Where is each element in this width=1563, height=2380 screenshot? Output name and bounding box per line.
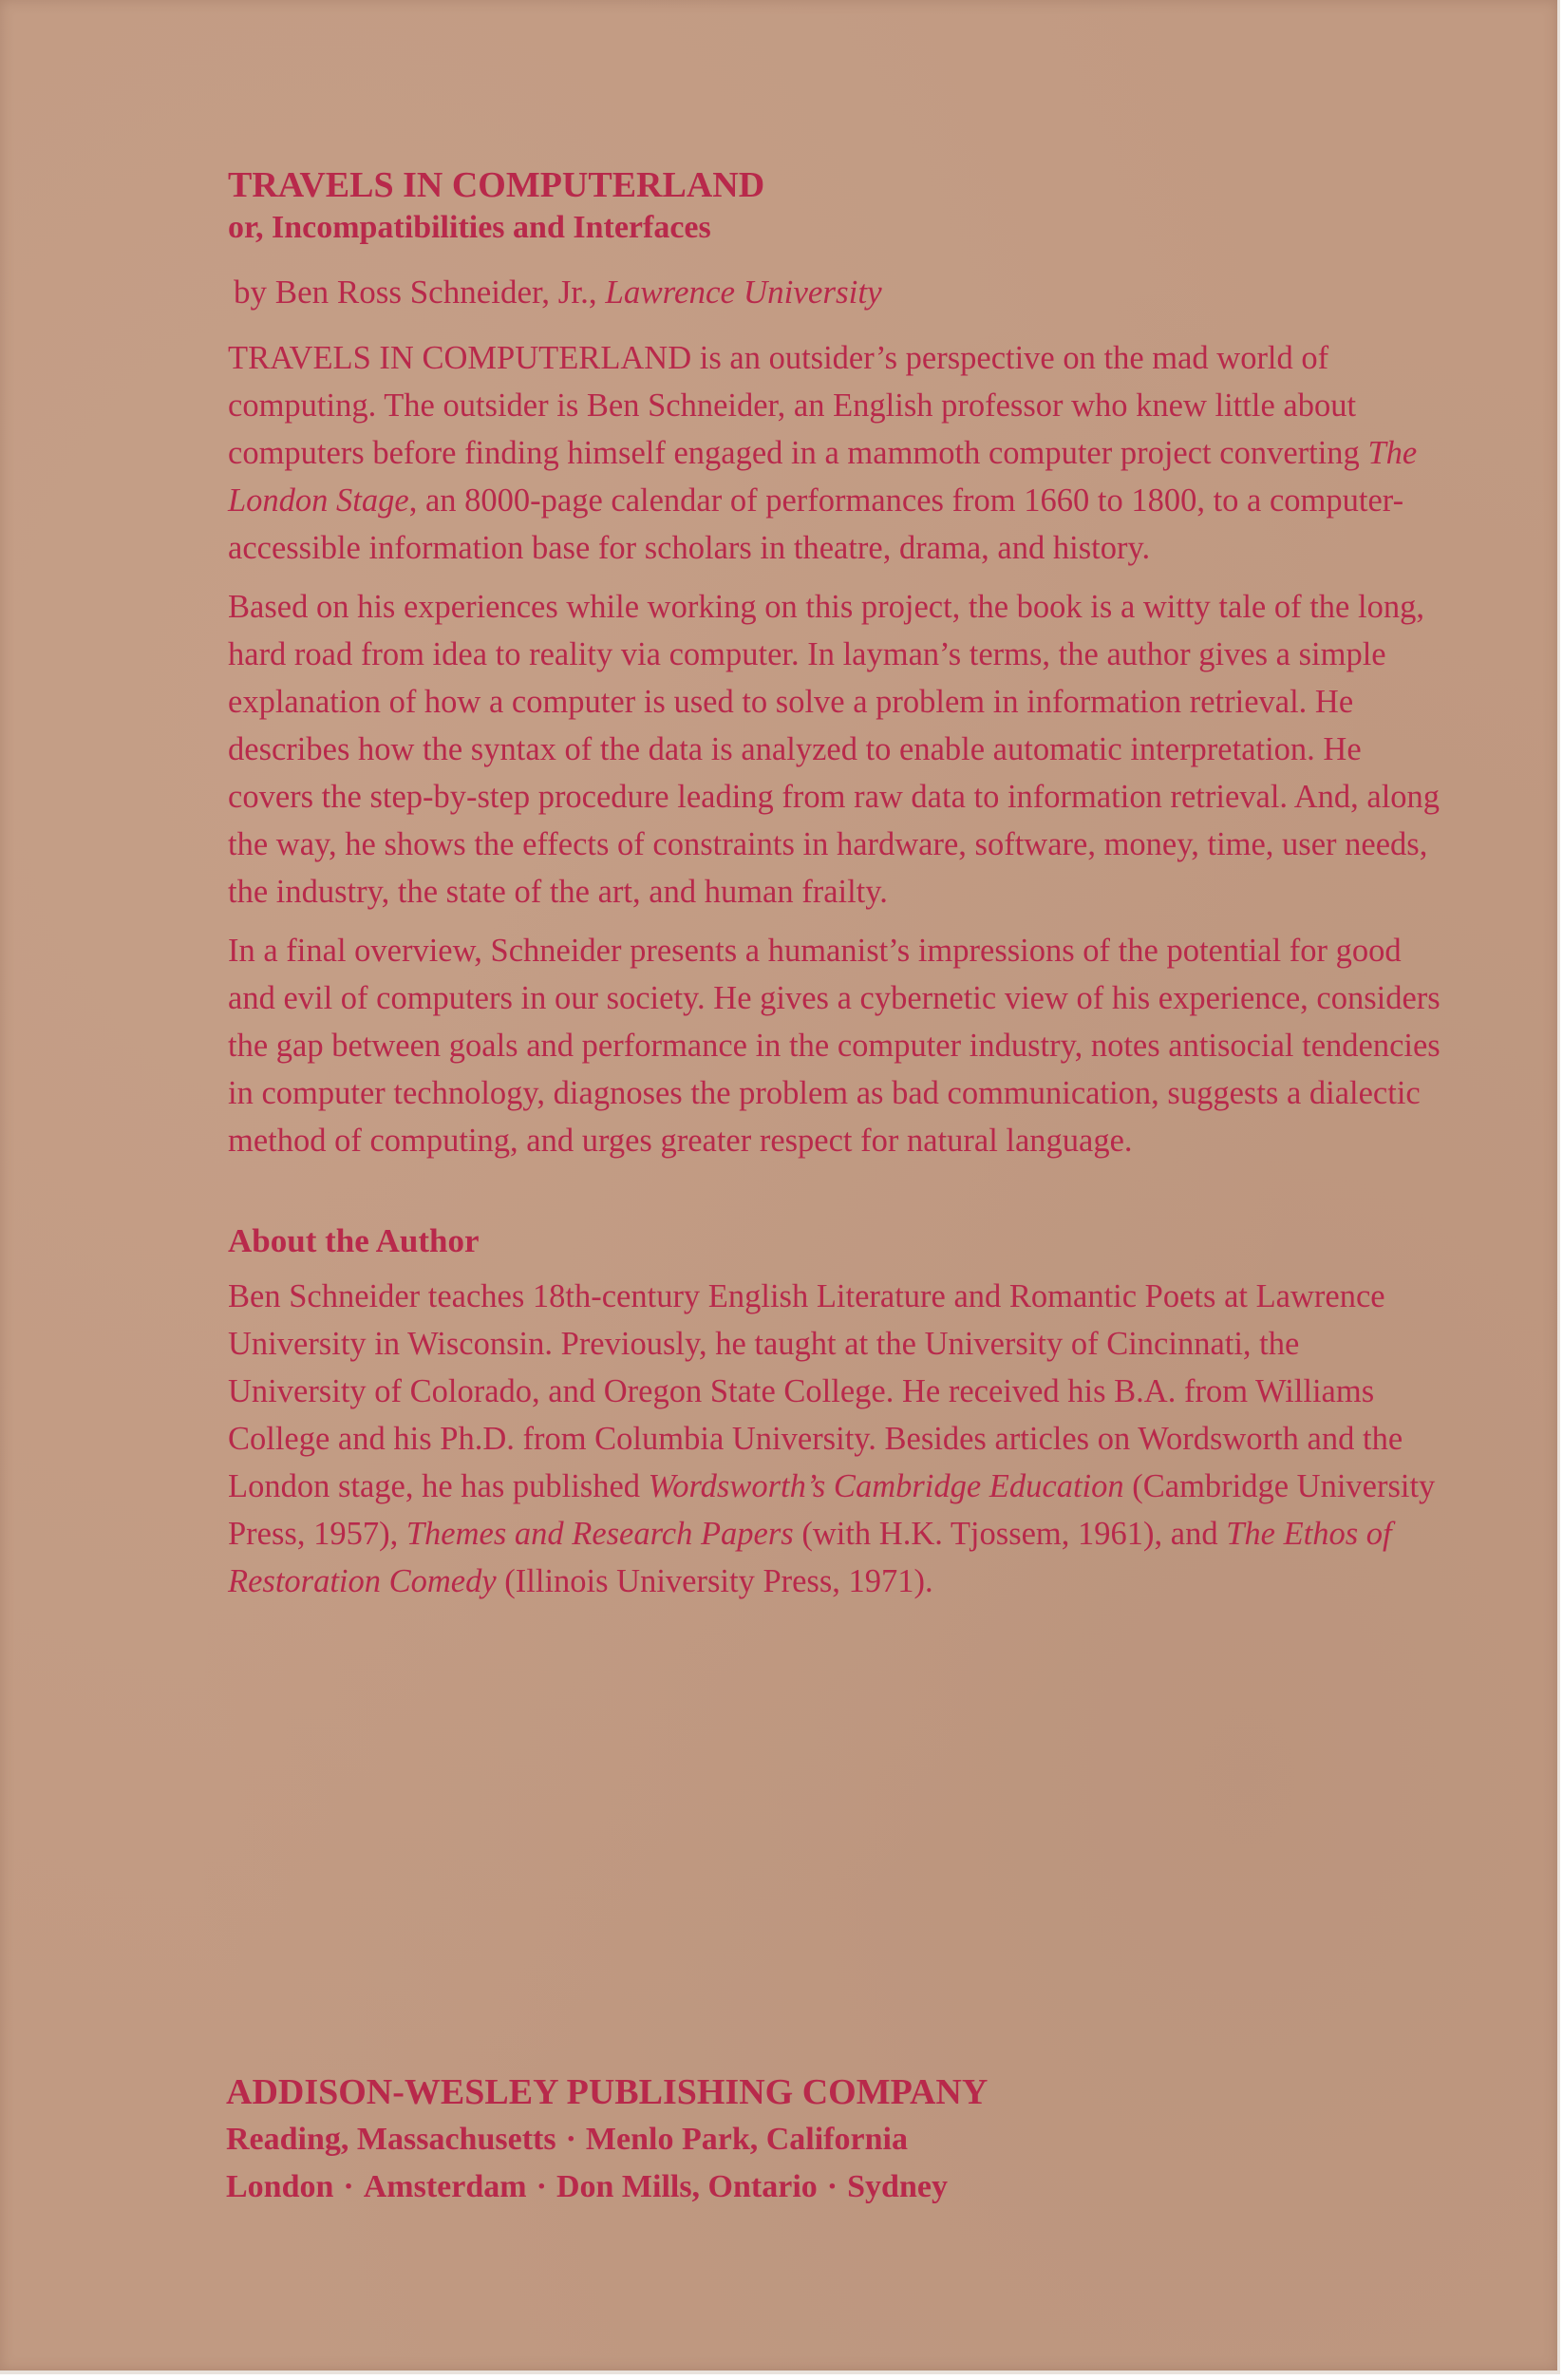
blurb-text: TRAVELS IN COMPUTERLAND is an outsider’s perspective on the mad world of computing. The outsider is Ben Schneider, an English professor who knew little about computers before finding himself engaged in a mammoth computer project converting [228, 340, 1368, 471]
blurb-paragraph-2: Based on his experiences while working on this project, the book is a witty tale of the long, hard road from idea to reality via computer. In layman’s terms, the author gives a simple explanation of how a computer is used to solve a problem in information retrieval. He describes how the syntax of the data is analyzed to enable automatic interpretation. He covers the step-by-step procedure leading from raw data to information retrieval. And, along the way, he shows the effects of constraints in hardware, software, money, time, user needs, the industry, the state of the art, and human frailty. [228, 589, 1441, 910]
book-reference: Themes and Research Papers [405, 1516, 794, 1552]
book-title: TRAVELS IN COMPUTERLAND [228, 165, 765, 205]
about-text: (Cambridge University Press, 1957), [228, 1468, 1436, 1552]
about-text: (with H.K. Tjossem, 1961), and [793, 1516, 1227, 1552]
separator-dot: · [343, 2169, 354, 2204]
about-author-heading: About the Author [228, 1222, 480, 1259]
book-reference: Wordsworth’s Cambridge Education [648, 1468, 1124, 1504]
byline-author: by Ben Ross Schneider, Jr., [234, 274, 606, 311]
publisher-block [226, 2068, 1365, 2211]
book-subtitle: or, Incompatibilities and Interfaces [228, 210, 711, 245]
separator-dot: · [826, 2169, 838, 2204]
publisher-name: ADDISON-WESLEY PUBLISHING COMPANY [226, 2072, 989, 2112]
blurb-text: , an 8000-page calendar of performances from 1660 to 1800, to a computer-accessible information base for scholars in theatre, drama, and history. [228, 482, 1404, 566]
publisher-location: Amsterdam [363, 2169, 527, 2204]
about-text: (Illinois University Press, 1971). [496, 1563, 933, 1599]
publisher-locations-line-1 [226, 2116, 1365, 2163]
about-text: Ben Schneider teaches 18th-century English Literature and Romantic Poets at Lawrence University in Wisconsin. Previously, he taught at the University of Cincinnati, the University of Colorado, and Oregon State College. He received his B.A. from Williams College and his Ph.D. from Columbia University. Besides articles on Wordsworth and the London stage, he has published [228, 1278, 1403, 1504]
book-reference: The Ethos of Restoration Comedy [228, 1516, 1392, 1599]
separator-dot: · [565, 2122, 576, 2157]
blurb-paragraph-1 [228, 334, 1443, 572]
publisher-location: Reading, Massachusetts [226, 2122, 556, 2157]
publisher-locations-line-2 [226, 2163, 1365, 2211]
author-byline [234, 270, 1443, 315]
publisher-location: Sydney [847, 2169, 948, 2204]
byline-affiliation: Lawrence University [605, 274, 882, 311]
blurb-paragraph-3: In a final overview, Schneider presents a humanist’s impressions of the potential for good and evil of computers in our society. He gives a cybernetic view of his experience, considers the gap between goals and performance in the computer industry, notes antisocial tendencies in computer technology, diagnoses the problem as bad communication, suggests a dialectic method of computing, and urges greater respect for natural language. [228, 933, 1441, 1159]
separator-dot: · [536, 2169, 547, 2204]
publisher-location: Don Mills, Ontario [556, 2169, 818, 2204]
publisher-location: Menlo Park, California [585, 2122, 908, 2157]
about-author-paragraph [228, 1273, 1443, 1605]
publisher-location: London [226, 2169, 334, 2204]
cover-text-block [228, 163, 1443, 1616]
book-reference: The London Stage [228, 435, 1418, 519]
